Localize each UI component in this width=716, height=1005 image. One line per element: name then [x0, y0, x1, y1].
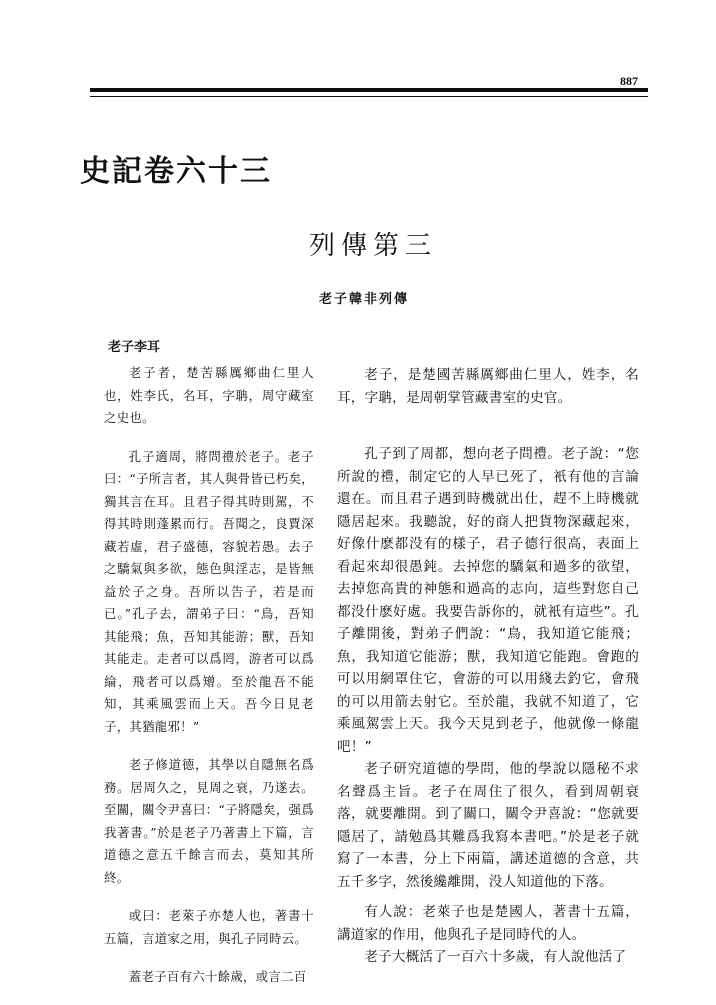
- classical-paragraph: 或曰：老萊子亦楚人也，著書十五篇，言道家之用，與孔子同時云。: [104, 908, 314, 946]
- translation-paragraph: 老子研究道德的學問，他的學說以隱秘不求名聲爲主旨。老子在周住了很久，看到周朝衰落，就要離開。到了關口，關令尹喜說：“您就要隱居了，請勉爲其難爲我寫本書吧。”於是老子就寫了一本書，分上下兩篇，講述道德的含意，共五千多字，然後纔離開，没人知道他的下落。: [337, 761, 639, 890]
- classical-paragraph: 老子修道德，其學以自隱無名爲務。居周久之，見周之衰，乃遂去。至關，關令尹喜曰：“子將隱矣，强爲我著書。”於是老子乃著書上下篇，言道德之意五千餘言而去，莫知其所終。: [104, 757, 314, 885]
- classical-paragraph: 老子者，楚苦縣厲鄉曲仁里人也，姓李氏，名耳，字聃，周守藏室之史也。: [104, 365, 314, 425]
- subsection-heading: 老子李耳: [108, 340, 161, 355]
- volume-title: 史記卷六十三: [80, 154, 272, 189]
- chapter-title: 老子韓非列傳: [318, 292, 409, 307]
- translation-paragraph: 有人說：老萊子也是楚國人，著書十五篇，講道家的作用，他與孔子是同時代的人。: [337, 904, 639, 943]
- translation-paragraph: 老子，是楚國苦縣厲鄉曲仁里人，姓李，名耳，字聃，是周朝掌管藏書室的史官。: [337, 367, 639, 406]
- classical-paragraph: 孔子適周，將問禮於老子。老子曰：“子所言者，其人與骨皆已朽矣，獨其言在耳。且君子得其時則駕，不得其時則蓬累而行。吾聞之，良賈深藏若虛，君子盛德，容貌若愚。去子之驕氣與多欲，態色與淫志，是皆無益於子之身。吾所以告子，若是而已。”孔子去，謂弟子曰：“鳥，吾知其能飛；魚，吾知其能游；獸，吾知其能走。走者可以爲罔，游者可以爲綸，飛者可以爲矰。至於龍吾不能知，其乘風雲而上天。吾今日見老子，其猶龍邪！”: [104, 448, 314, 734]
- classical-paragraph: 蓋老子百有六十餘歲，或言二百: [128, 969, 307, 984]
- header-rule-thick: [90, 88, 648, 92]
- classical-text-column: [104, 338, 314, 1005]
- page-number: 887: [620, 74, 638, 88]
- section-title: 列傳第三: [308, 231, 437, 261]
- translation-column: [337, 338, 639, 969]
- translation-paragraph: 孔子到了周都，想向老子問禮。老子說：“您所說的禮，制定它的人早已死了，衹有他的言論還在。而且君子遇到時機就出仕，趕不上時機就隱居起來。我聽說，好的商人把貨物深藏起來，好像什麽都没有的樣子，君子德行很高，表面上看起來却很愚鈍。去掉您的驕氣和過多的欲望，去掉您高貴的神態和過高的志向，這些對您自己都没什麽好處。我要告訴你的，就衹有這些”。孔子離開後，對弟子們說：“鳥，我知道它能飛；魚，我知道它能游；獸，我知道它能跑。會跑的可以用網罩住它，會游的可以用綫去釣它，會飛的可以用箭去射它。至於龍，我就不知道了，它乘風駕雲上天。我今天見到老子，他就像一條龍吧！”: [337, 446, 639, 755]
- translation-paragraph: 老子大概活了一百六十多歲，有人說他活了: [364, 949, 627, 965]
- header-rule-thin: [90, 96, 648, 97]
